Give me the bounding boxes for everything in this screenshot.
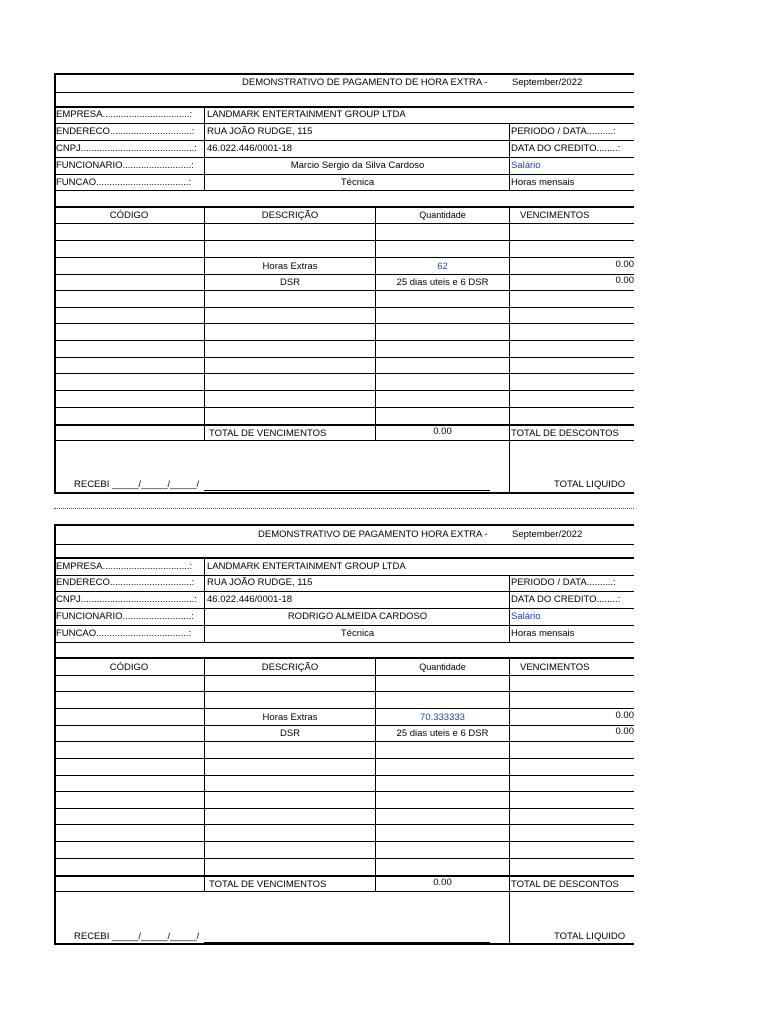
- funcao-label: FUNCAO...................................:: [56, 628, 192, 639]
- funcionario-label: FUNCIONARIO..........................:: [56, 160, 194, 171]
- horas-mensais-label: Horas mensais: [511, 177, 575, 188]
- funcao-label: FUNCAO...................................:: [56, 177, 192, 188]
- funcao-value: Técnica: [340, 177, 375, 188]
- periodo-label: PERIODO / DATA..........:: [511, 126, 616, 137]
- cnpj-label: CNPJ...........................................:: [56, 594, 197, 605]
- item-descricao: Horas Extras: [262, 712, 318, 723]
- data-credito-label: DATA DO CREDITO........:: [511, 594, 621, 605]
- funcionario-value: RODRIGO ALMEIDA CARDOSO: [287, 611, 428, 622]
- col-quantidade: Quantidade: [419, 210, 466, 220]
- cnpj-value: 46.022.446/0001-18: [207, 143, 293, 154]
- salario-label: Salário: [511, 160, 541, 171]
- cut-line: [54, 508, 634, 509]
- total-vencimentos-label: TOTAL DE VENCIMENTOS: [209, 879, 327, 890]
- horas-mensais-label: Horas mensais: [511, 628, 575, 639]
- item-vencimento: 0.00: [615, 726, 634, 737]
- payslip-1: [54, 73, 634, 493]
- col-codigo: CÓDIGO: [109, 662, 149, 673]
- empresa-value: LANDMARK ENTERTAINMENT GROUP LTDA: [207, 109, 406, 120]
- item-quantidade: 25 dias uteis e 6 DSR: [396, 277, 489, 288]
- slip-title: DEMONSTRATIVO DE PAGAMENTO HORA EXTRA -: [258, 529, 488, 540]
- slip-period: September/2022: [512, 529, 583, 540]
- funcionario-label: FUNCIONARIO..........................:: [56, 611, 194, 622]
- periodo-label: PERIODO / DATA..........:: [511, 577, 616, 588]
- payslip-2: [54, 524, 634, 944]
- empresa-label: EMPRESA.................................:: [56, 561, 193, 572]
- col-vencimentos: VENCIMENTOS: [520, 662, 590, 673]
- item-vencimento: 0.00: [615, 259, 634, 270]
- col-descricao: DESCRIÇÃO: [261, 662, 319, 673]
- slip-title: DEMONSTRATIVO DE PAGAMENTO DE HORA EXTRA -: [242, 77, 488, 88]
- item-quantidade: 25 dias uteis e 6 DSR: [396, 728, 489, 739]
- cnpj-label: CNPJ...........................................:: [56, 143, 197, 154]
- empresa-label: EMPRESA.................................:: [56, 109, 193, 120]
- col-descricao: DESCRIÇÃO: [261, 210, 319, 221]
- slip-period: September/2022: [512, 77, 583, 88]
- item-vencimento: 0.00: [615, 710, 634, 721]
- recebi-label: RECEBI _____/_____/_____/: [74, 479, 200, 490]
- endereco-value: RUA JOÃO RUDGE, 115: [207, 126, 313, 137]
- data-credito-label: DATA DO CREDITO........:: [511, 143, 621, 154]
- item-descricao: DSR: [279, 728, 301, 739]
- cnpj-value: 46.022.446/0001-18: [207, 594, 293, 605]
- recebi-label: RECEBI _____/_____/_____/: [74, 931, 200, 942]
- item-quantidade: 70.333333: [420, 712, 465, 723]
- col-quantidade: Quantidade: [419, 662, 466, 672]
- endereco-value: RUA JOÃO RUDGE, 115: [207, 577, 313, 588]
- item-quantidade: 62: [437, 261, 448, 272]
- total-liquido-label: TOTAL LIQUIDO: [554, 479, 626, 490]
- salario-label: Salário: [511, 611, 541, 622]
- funcao-value: Técnica: [340, 628, 375, 639]
- total-descontos-label: TOTAL DE DESCONTOS: [511, 428, 619, 439]
- empresa-value: LANDMARK ENTERTAINMENT GROUP LTDA: [207, 561, 406, 572]
- total-liquido-label: TOTAL LIQUIDO: [554, 931, 626, 942]
- item-descricao: DSR: [279, 277, 301, 288]
- endereco-label: ENDERECO...............................:: [56, 577, 195, 588]
- col-codigo: CÓDIGO: [109, 210, 149, 221]
- funcionario-value: Marcio Sergio da Silva Cardoso: [290, 160, 425, 171]
- item-vencimento: 0.00: [615, 275, 634, 286]
- total-vencimentos-value: 0.00: [433, 877, 452, 888]
- total-vencimentos-value: 0.00: [433, 426, 452, 437]
- total-vencimentos-label: TOTAL DE VENCIMENTOS: [209, 428, 327, 439]
- col-vencimentos: VENCIMENTOS: [520, 210, 590, 221]
- endereco-label: ENDERECO...............................:: [56, 126, 195, 137]
- item-descricao: Horas Extras: [262, 261, 318, 272]
- total-descontos-label: TOTAL DE DESCONTOS: [511, 879, 619, 890]
